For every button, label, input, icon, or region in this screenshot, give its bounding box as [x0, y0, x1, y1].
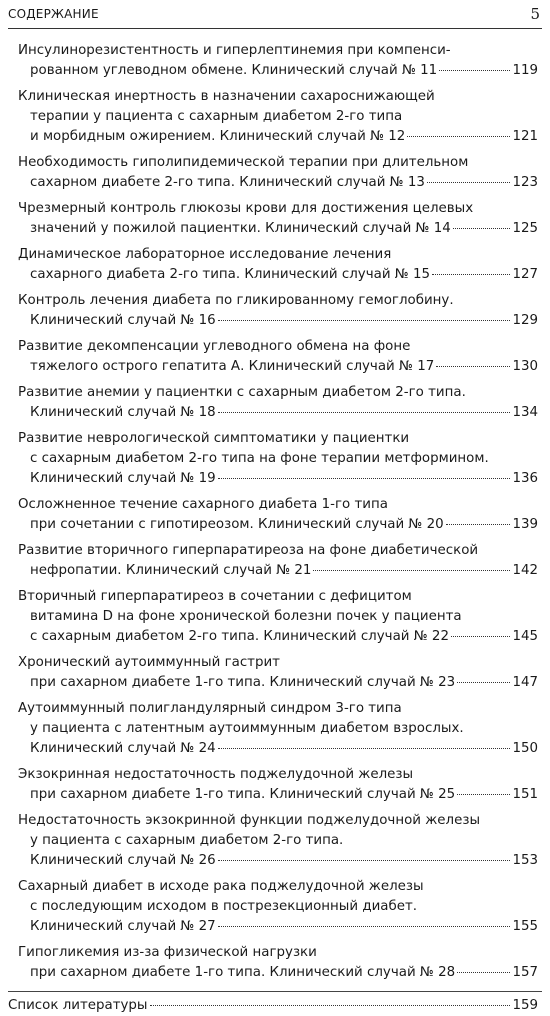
toc-entry-line — [0, 851, 550, 871]
toc-entry[interactable] — [0, 87, 550, 147]
toc-entry-page: 127 — [512, 267, 538, 282]
toc-entry[interactable] — [0, 541, 550, 581]
toc-entry-line — [0, 673, 550, 693]
toc-entry[interactable] — [0, 291, 550, 331]
leader-dots — [218, 860, 511, 861]
toc-entry-page: 125 — [512, 221, 538, 236]
toc-entry-page: 150 — [512, 741, 538, 756]
leader-dots — [407, 136, 510, 137]
toc-entry-text: с сахарным диабетом 2-го типа. Клинический случай № 22 — [30, 629, 449, 644]
table-of-contents — [0, 41, 550, 989]
leader-dots — [218, 478, 511, 479]
leader-dots — [453, 228, 511, 229]
leader-dots — [218, 412, 511, 413]
toc-entry-text: при сочетании с гипотиреозом. Клинический случай № 20 — [30, 517, 444, 532]
toc-entry-page: 147 — [512, 675, 538, 690]
toc-entry-text: при сахарном диабете 1-го типа. Клинический случай № 25 — [30, 787, 456, 802]
leader-dots — [457, 794, 510, 795]
toc-entry-line: Чрезмерный контроль глюкозы крови для достижения целевых — [18, 201, 474, 216]
leader-dots — [432, 274, 510, 275]
toc-entry[interactable] — [0, 877, 550, 937]
toc-entry-line: Сахарный диабет в исходе рака поджелудочной железы — [18, 879, 424, 894]
toc-entry-line — [0, 515, 550, 535]
toc-entry-text: Клинический случай № 16 — [30, 313, 216, 328]
toc-entry-page: 145 — [512, 629, 538, 644]
toc-entry-line: Развитие анемии у пациентки с сахарным диабетом 2-го типа. — [18, 385, 466, 400]
toc-entry-line — [0, 996, 550, 1016]
toc-entry-text: сахарного диабета 2-го типа. Клинический случай № 15 — [30, 267, 430, 282]
toc-entry-line: у пациента с латентным аутоиммунным диабетом взрослых. — [30, 721, 464, 736]
toc-entry-text: при сахарном диабете 1-го типа. Клинический случай № 28 — [30, 965, 456, 980]
toc-entry-page: 123 — [512, 175, 538, 190]
leader-dots — [218, 320, 511, 321]
toc-entry-literature[interactable] — [0, 996, 550, 1016]
toc-entry-line: Развитие вторичного гиперпаратиреоза на фоне диабетической — [18, 543, 479, 558]
toc-entry-page: 121 — [512, 129, 538, 144]
leader-dots — [218, 748, 511, 749]
toc-entry-line: Аутоиммунный полигландулярный синдром 3-го типа — [18, 701, 402, 716]
leader-dots — [313, 570, 510, 571]
toc-entry-line: с последующим исходом в пострезекционный диабет. — [30, 899, 418, 914]
toc-entry-line — [0, 739, 550, 759]
toc-entry[interactable] — [0, 337, 550, 377]
page-header — [8, 4, 542, 26]
toc-entry-line — [0, 61, 550, 81]
toc-entry-page: 130 — [512, 359, 538, 374]
toc-entry[interactable] — [0, 587, 550, 647]
toc-entry-line — [0, 917, 550, 937]
leader-dots — [457, 972, 510, 973]
toc-entry-text: значений у пожилой пациентки. Клинический случай № 14 — [30, 221, 451, 236]
toc-entry[interactable] — [0, 383, 550, 423]
toc-entry-line: Контроль лечения диабета по гликированному гемоглобину. — [18, 293, 454, 308]
toc-entry-line: Необходимость гиполипидемической терапии при длительном — [18, 155, 469, 170]
toc-entry-line: Осложненное течение сахарного диабета 1-го типа — [18, 497, 388, 512]
toc-entry-text: при сахарном диабете 1-го типа. Клинический случай № 23 — [30, 675, 456, 690]
toc-entry-page: 157 — [512, 965, 538, 980]
toc-entry[interactable] — [0, 153, 550, 193]
leader-dots — [427, 182, 511, 183]
page-number: 5 — [530, 5, 540, 23]
toc-entry-text: Клинический случай № 19 — [30, 471, 216, 486]
toc-entry[interactable] — [0, 41, 550, 81]
toc-entry[interactable] — [0, 699, 550, 759]
toc-entry[interactable] — [0, 495, 550, 535]
toc-entry-text: Клинический случай № 26 — [30, 853, 216, 868]
toc-entry-line — [0, 127, 550, 147]
toc-entry-line — [0, 265, 550, 285]
toc-entry-line — [0, 219, 550, 239]
header-rule — [8, 28, 542, 29]
toc-entry-line: Динамическое лабораторное исследование лечения — [18, 247, 392, 262]
separator-line — [8, 991, 542, 992]
toc-entry-page: 155 — [512, 919, 538, 934]
toc-entry-text: нефропатии. Клинический случай № 21 — [30, 563, 312, 578]
toc-entry-page: 139 — [512, 517, 538, 532]
toc-entry-line — [0, 469, 550, 489]
toc-entry-line: Инсулинорезистентность и гиперлептинемия при компенси- — [18, 43, 451, 58]
toc-entry[interactable] — [0, 429, 550, 489]
toc-entry-line: Хронический аутоиммунный гастрит — [18, 655, 280, 670]
toc-entry-line: терапии у пациента с сахарным диабетом 2-го типа — [30, 109, 403, 124]
toc-entry[interactable] — [0, 765, 550, 805]
toc-entry-line — [0, 627, 550, 647]
leader-dots — [439, 70, 510, 71]
toc-entry-page: 151 — [512, 787, 538, 802]
leader-dots — [446, 524, 511, 525]
leader-dots — [457, 682, 510, 683]
toc-entry-page: 119 — [512, 63, 538, 78]
section-title: СОДЕРЖАНИЕ — [8, 7, 99, 21]
toc-entry-text: тяжелого острого гепатита А. Клинический случай № 17 — [30, 359, 435, 374]
toc-entry[interactable] — [0, 653, 550, 693]
toc-entry-line — [0, 561, 550, 581]
toc-entry-page: 153 — [512, 853, 538, 868]
toc-entry[interactable] — [0, 245, 550, 285]
leader-dots — [451, 636, 510, 637]
toc-entry[interactable] — [0, 943, 550, 983]
toc-entry-page: 136 — [512, 471, 538, 486]
toc-entry-page: 159 — [512, 998, 538, 1013]
toc-entry-line — [0, 173, 550, 193]
toc-entry-line: Гипогликемия из-за физической нагрузки — [18, 945, 317, 960]
toc-entry-line: Вторичный гиперпаратиреоз в сочетании с дефицитом — [18, 589, 412, 604]
toc-entry-line: Развитие декомпенсации углеводного обмена на фоне — [18, 339, 411, 354]
toc-entry-page: 134 — [512, 405, 538, 420]
toc-entry-text: Клинический случай № 24 — [30, 741, 216, 756]
leader-dots — [436, 366, 510, 367]
toc-entry-text: Клинический случай № 27 — [30, 919, 216, 934]
toc-entry-text: рованном углеводном обмене. Клинический случай № 11 — [30, 63, 438, 78]
toc-entry-line: Клиническая инертность в назначении сахароснижающей — [18, 89, 435, 104]
toc-entry-text: и морбидным ожирением. Клинический случай № 12 — [30, 129, 406, 144]
leader-dots — [218, 926, 511, 927]
toc-entry-line: с сахарным диабетом 2-го типа на фоне терапии метформином. — [30, 451, 489, 466]
toc-entry-line — [0, 357, 550, 377]
toc-entry[interactable] — [0, 199, 550, 239]
toc-entry-line: Экзокринная недостаточность поджелудочной железы — [18, 767, 414, 782]
toc-entry-text: сахарном диабете 2-го типа. Клинический случай № 13 — [30, 175, 425, 190]
toc-entry-text: Список литературы — [8, 998, 148, 1013]
toc-entry-line — [0, 311, 550, 331]
toc-entry-line: Развитие неврологической симптоматики у пациентки — [18, 431, 410, 446]
toc-entry-page: 142 — [512, 563, 538, 578]
toc-entry-line — [0, 403, 550, 423]
toc-entry-line — [0, 963, 550, 983]
toc-entry-line — [0, 785, 550, 805]
toc-entry-line: витамина D на фоне хронической болезни почек у пациента — [30, 609, 462, 624]
toc-entry-line: у пациента с сахарным диабетом 2-го типа. — [30, 833, 344, 848]
toc-entry-line: Недостаточность экзокринной функции поджелудочной железы — [18, 813, 481, 828]
toc-entry-page: 129 — [512, 313, 538, 328]
toc-entry-text: Клинический случай № 18 — [30, 405, 216, 420]
leader-dots — [150, 1005, 511, 1006]
toc-entry[interactable] — [0, 811, 550, 871]
